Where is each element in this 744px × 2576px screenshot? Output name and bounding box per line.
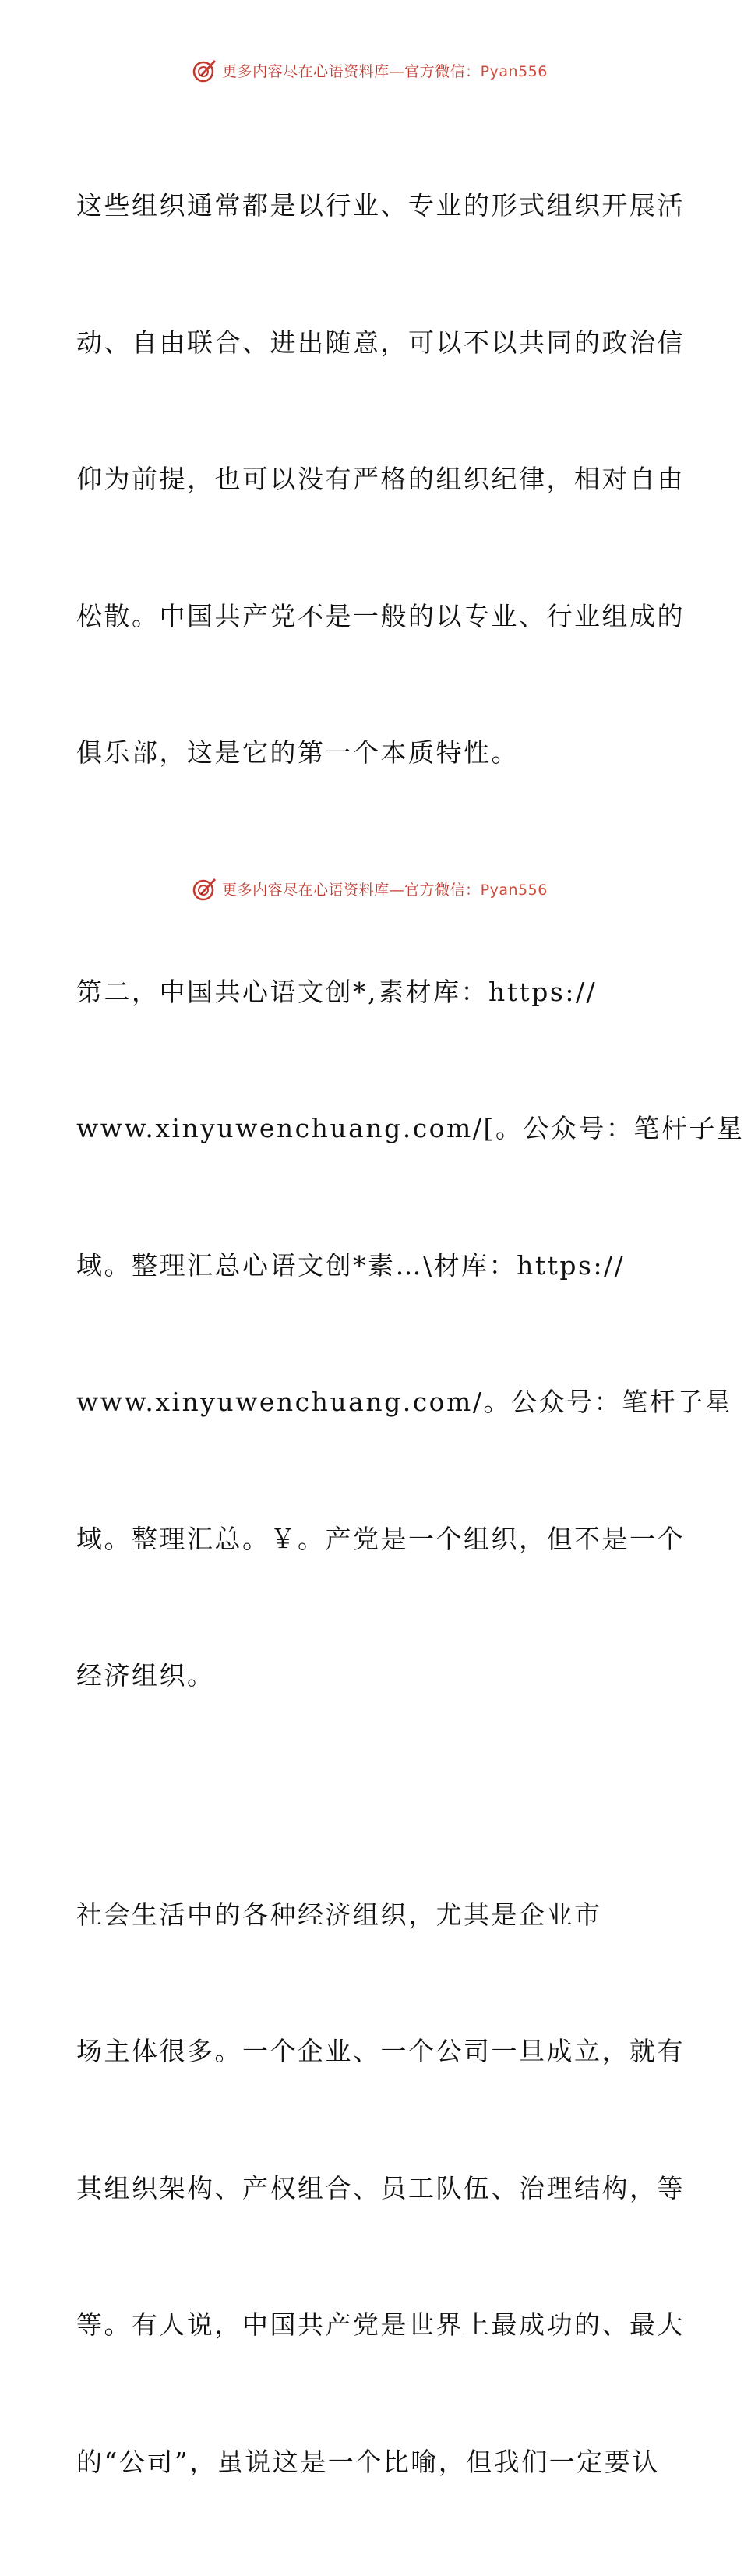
text-line: 场主体很多。一个企业、一个公司一旦成立，就有 [76,2029,668,2075]
text-line: 社会生活中的各种经济组织，尤其是企业市 [76,1892,668,1938]
text-line: 域。整理汇总心语文创*素…\材库：https:// [76,1243,668,1289]
paragraph-1 [76,92,668,868]
text-line: 动、自由联合、进出随意，可以不以共同的政治信 [76,320,668,366]
text-line: 经济组织。 [76,1653,668,1699]
paragraph-2 [76,878,668,1790]
text-line: www.xinyuwenchuang.com/。公众号：笔杆子星 [76,1380,668,1426]
text-line: 第二，中国共心语文创*,素材库：https:// [76,970,668,1016]
text-line: www.xinyuwenchuang.com/[。公众号：笔杆子星 [76,1106,668,1152]
quill-logo-icon [192,58,217,83]
text-line: 松散。中国共产党不是一般的以专业、行业组成的 [76,594,668,640]
footer-banner [0,873,740,904]
header-banner [0,55,740,86]
paragraph-3 [76,1801,668,2576]
header-slogan: 更多内容尽在心语资料库—官方微信：Pyan556 [222,60,548,81]
text-line: 俱乐部，这是它的第一个本质特性。 [76,730,668,776]
text-line: 等。有人说，中国共产党是世界上最成功的、最大 [76,2302,668,2348]
text-line: 域。整理汇总。￥。产党是一个组织，但不是一个 [76,1517,668,1563]
header-wechat-id: Pyan556 [481,63,548,80]
footer-slogan: 更多内容尽在心语资料库—官方微信：Pyan556 [222,878,548,899]
document-body [76,92,668,2576]
text-line: 其组织架构、产权组合、员工队伍、治理结构，等 [76,2166,668,2212]
footer-wechat-id: Pyan556 [481,882,548,899]
text-line: 的“公司”，虽说这是一个比喻，但我们一定要认 [76,2440,668,2486]
text-line: 仰为前提，也可以没有严格的组织纪律，相对自由 [76,457,668,503]
text-line: 这些组织通常都是以行业、专业的形式组织开展活 [76,183,668,229]
quill-logo-icon [192,876,217,901]
